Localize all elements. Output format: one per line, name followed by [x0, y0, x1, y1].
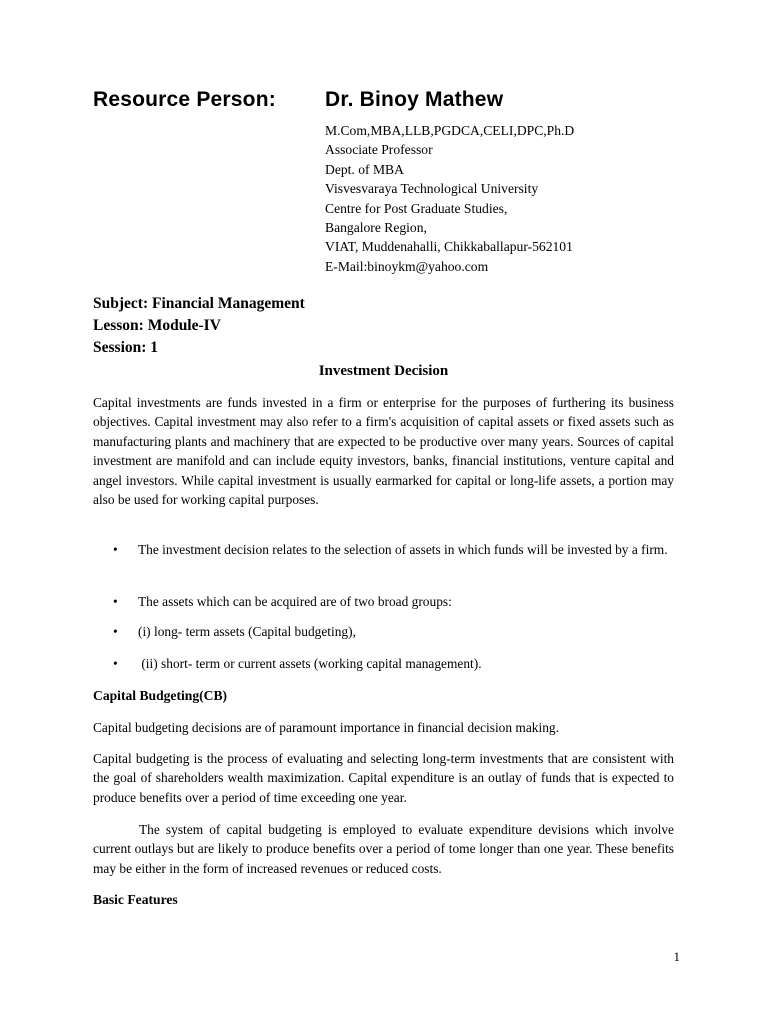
intro-paragraph: Capital investments are funds invested in a firm or enterprise for the purposes of furthering its business objectives. Capital investment may also refer to a firm's acquisition of capital assets or fixed assets such as manufacturing plants and machinery that are expected to be productive over many years. Sources of capital investment are manifold and can include equity investors, banks, financial institutions, venture capital and angel investors. While capital investment is usually earmarked for capital or long-life assets, a portion may also be used for working capital purposes.: [93, 395, 674, 508]
bullet-icon: •: [113, 542, 118, 557]
session-line: Session: 1: [93, 339, 159, 356]
page-number: 1: [673, 949, 680, 964]
section-title: Investment Decision: [318, 363, 449, 379]
resource-person-row: [93, 88, 693, 118]
resource-person-name: Dr. Binoy Mathew: [325, 88, 504, 111]
lesson-meta: [93, 293, 305, 359]
credentials-address: VIAT, Muddenahalli, Chikkaballapur-562101: [325, 239, 573, 255]
credentials-region: Bangalore Region,: [325, 219, 427, 235]
resource-person-label: Resource Person:: [93, 88, 276, 111]
bullet-icon: •: [113, 656, 118, 671]
bullet-text: The investment decision relates to the selection of assets in which funds will be invested by a firm.: [138, 542, 668, 557]
credentials-degrees: M.Com,MBA,LLB,PGDCA,CELI,DPC,Ph.D: [325, 123, 575, 138]
bullet-icon: •: [113, 624, 118, 639]
capital-budgeting-heading: Capital Budgeting(CB): [93, 688, 228, 703]
credentials-list: [325, 121, 574, 276]
credentials-university: Visvesvaraya Technological University: [325, 181, 539, 197]
bullet-text: The assets which can be acquired are of two broad groups:: [138, 594, 452, 609]
bullet-icon: •: [113, 594, 118, 609]
bullet-text: (ii) short- term or current assets (working capital management).: [138, 656, 482, 671]
list-item: [93, 592, 674, 622]
list-item: [93, 622, 674, 654]
bullet-list: [93, 540, 674, 684]
subject-line: Subject: Financial Management: [93, 295, 305, 312]
credentials-position: Associate Professor: [325, 142, 433, 158]
basic-features-heading: Basic Features: [93, 892, 178, 907]
credentials-department: Dept. of MBA: [325, 161, 404, 177]
credentials-centre: Centre for Post Graduate Studies,: [325, 200, 508, 216]
credentials-email: E-Mail:binoykm@yahoo.com: [325, 258, 489, 274]
bullet-text: (i) long- term assets (Capital budgeting),: [138, 624, 356, 639]
capital-budgeting-paragraph-2: Capital budgeting is the process of evaluating and selecting long-term investments that are consistent with the goal of shareholders wealth maximization. Capital expenditure is an outlay of funds that is expected to produce benefits over a period of time exceeding one year.: [93, 751, 674, 805]
list-item: [93, 540, 674, 592]
capital-budgeting-paragraph-3: The system of capital budgeting is employed to evaluate expenditure devisions which involve current outlays but are likely to produce benefits over a period of tome longer than one year. These benefits may be either in the form of increased revenues or reduced costs.: [93, 822, 674, 876]
list-item: [93, 654, 674, 684]
capital-budgeting-paragraph-1: Capital budgeting decisions are of paramount importance in financial decision making.: [93, 720, 559, 735]
lesson-line: Lesson: Module-IV: [93, 317, 221, 334]
